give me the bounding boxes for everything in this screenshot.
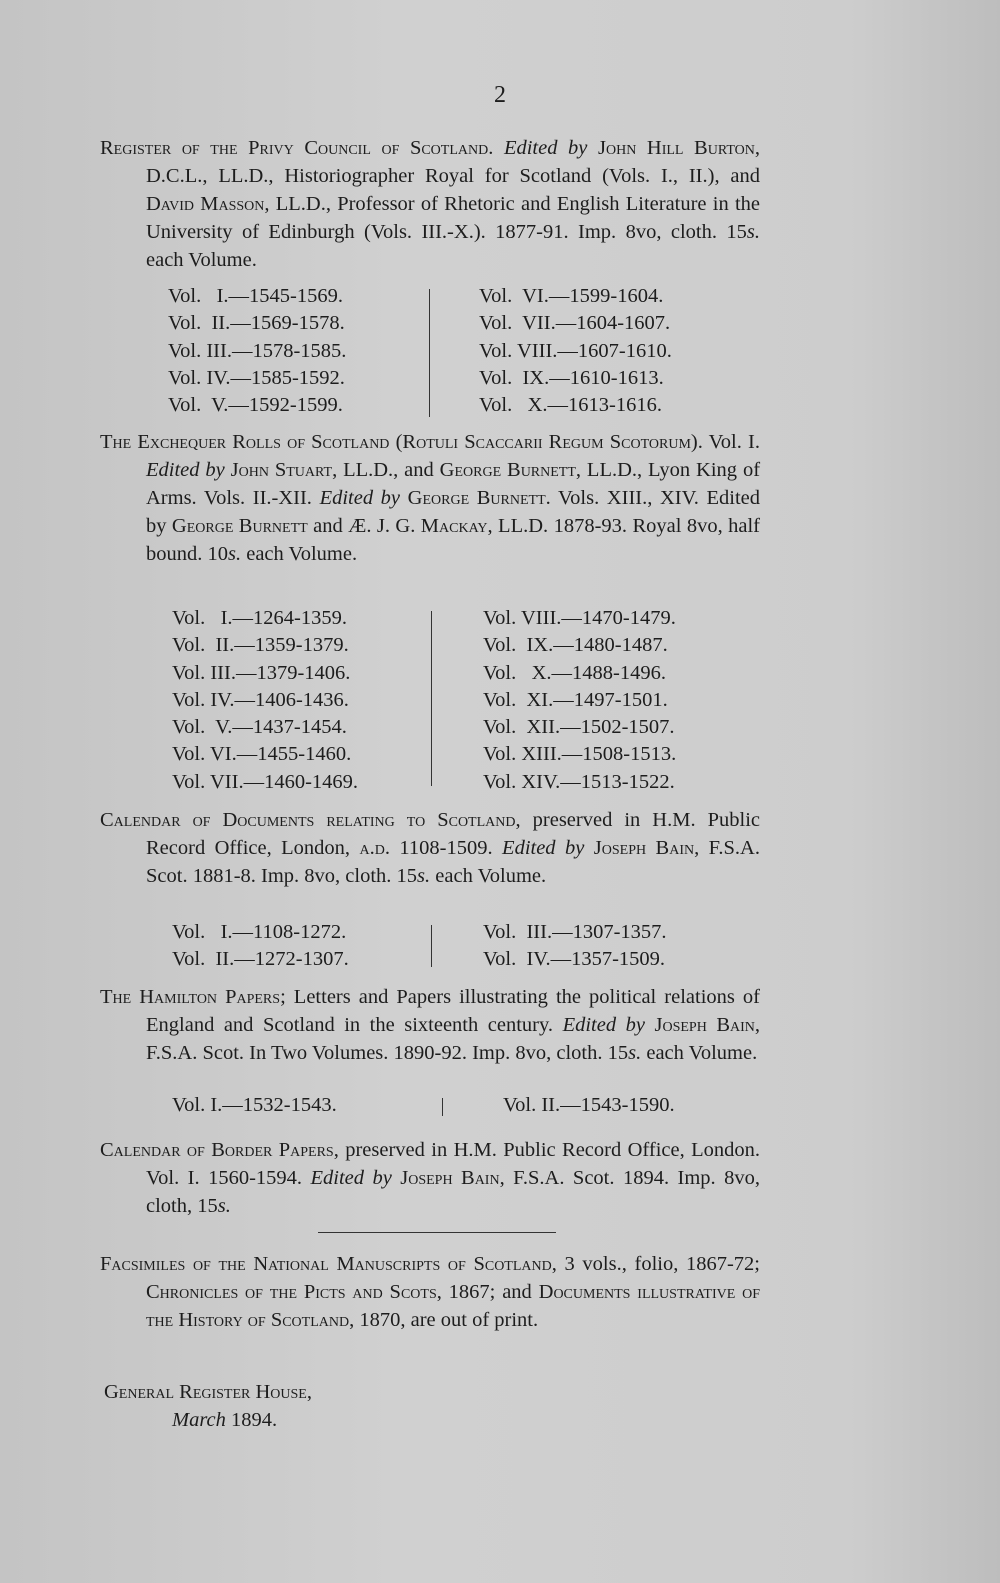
volume-line: Vol. IV.—1357-1509.	[483, 948, 666, 971]
editor-name: George Burnett	[439, 459, 576, 481]
edited-by: Edited by	[502, 837, 585, 859]
editor-name: George Burnett	[171, 515, 308, 537]
entry-text: , F.S.A. Scot. 1881-8. Imp. 8vo, cloth. 15	[146, 837, 760, 887]
volume-column-right	[483, 605, 676, 796]
volume-line: Vol. I.—1108-1272.	[172, 921, 347, 943]
edited-by: Edited by	[562, 1014, 645, 1036]
volume-line: Vol. VIII.—1470-1479.	[483, 607, 676, 629]
editor-name: Joseph Bain	[593, 837, 695, 859]
volume-left: Vol. I.—1532-1543.	[172, 1094, 337, 1116]
entry-text: , LL.D., Lyon King of Arms. Vols. II.-XII.	[146, 459, 761, 509]
volume-line: Vol. III.—1379-1406.	[172, 661, 351, 684]
editor-name: Æ. J. G. Mackay	[348, 515, 488, 537]
editor-name: David Masson	[146, 193, 265, 215]
signature-month: March	[172, 1409, 226, 1431]
volume-line: Vol. I.—1545-1569.	[168, 285, 344, 307]
entry-title: Calendar of Documents relating to Scotland,	[100, 809, 521, 831]
entry-text: each Volume.	[146, 249, 257, 271]
volume-line: Vol. I.—1264-1359.	[172, 607, 348, 629]
volume-line: Vol. X.—1488-1496.	[483, 661, 666, 684]
entry-text: 1870, are out of print.	[354, 1309, 539, 1331]
column-divider	[431, 611, 432, 786]
entry-text: , LL.D. 1878-93. Royal 8vo, half bound. 10	[146, 515, 761, 565]
entry-text: , D.C.L., LL.D., Historiographer Royal for Scotland (Vols. I., II.), and	[146, 137, 760, 187]
volume-right: Vol. II.—1543-1590.	[503, 1094, 675, 1116]
volume-line: Vol. IV.—1406-1436.	[172, 688, 349, 711]
volume-line: Vol. II.—1359-1379.	[172, 634, 349, 657]
entry-title: The Exchequer Rolls of Scotland (Rotuli Scaccarii Regum Scotorum).	[100, 431, 703, 453]
volume-line: Vol. II.—1569-1578.	[168, 312, 345, 335]
entry-title: Chronicles of the Picts and Scots,	[146, 1281, 442, 1303]
volume-line: Vol. VII.—1604-1607.	[479, 312, 671, 335]
volume-line: Vol. VIII.—1607-1610.	[479, 339, 672, 362]
signature-date	[104, 1406, 312, 1434]
entry-title: The Hamilton Papers	[100, 986, 281, 1008]
volume-list-exchequer	[0, 605, 1000, 797]
entry-text: 3 vols., folio, 1867-72;	[556, 1253, 761, 1275]
entry-text: each Volume.	[641, 1042, 758, 1064]
shillings: s.	[228, 543, 242, 565]
volume-column-left	[168, 283, 346, 419]
editor-name: John Stuart	[230, 459, 333, 481]
volume-line: Vol. IX.—1610-1613.	[479, 366, 664, 389]
edited-by: Edited by	[310, 1167, 392, 1189]
volume-line: Vol. V.—1592-1599.	[168, 394, 343, 417]
edited-by: Edited by	[503, 137, 588, 159]
entry-title: Register of the Privy Council of Scotland.	[100, 137, 494, 159]
entry-calendar-documents	[100, 806, 760, 890]
editor-name: Joseph Bain	[400, 1167, 500, 1189]
volume-column-left	[172, 919, 349, 974]
volume-line: Vol. III.—1578-1585.	[168, 339, 347, 362]
entry-text: Vol. I.	[702, 431, 760, 453]
edited-by: Edited by	[146, 459, 225, 481]
entry-text: preserved in H.M. Public Record Office, London,	[146, 809, 760, 859]
entry-exchequer-rolls	[100, 428, 760, 568]
entry-privy-council	[100, 134, 760, 274]
page-number: 2	[494, 82, 506, 108]
signature-year: 1894.	[225, 1409, 278, 1431]
volume-list-privy-council	[0, 283, 1000, 423]
entry-text: , F.S.A. Scot. In Two Volumes. 1890-92. Imp. 8vo, cloth. 15	[146, 1014, 761, 1064]
volume-column-right	[479, 283, 672, 419]
shillings: s.	[628, 1042, 642, 1064]
shillings: s.	[746, 221, 760, 243]
entry-text: preserved in H.M. Public Record Office, London. Vol. I. 1560-1594.	[146, 1139, 760, 1189]
volume-line: Vol. VI.—1455-1460.	[172, 743, 352, 766]
volume-line: Vol. II.—1272-1307.	[172, 948, 349, 971]
section-divider	[318, 1232, 556, 1233]
volume-line: Vol. XIII.—1508-1513.	[483, 743, 677, 766]
entry-text: ; Letters and Papers illustrating the political relations of England and Scotland in the sixteenth century.	[146, 986, 760, 1036]
editor-name: John Hill Burton	[598, 137, 755, 159]
entry-border-papers	[100, 1136, 760, 1220]
entry-facsimiles	[100, 1250, 760, 1334]
volume-list-hamilton	[0, 1092, 1000, 1122]
volume-line: Vol. XIV.—1513-1522.	[483, 770, 675, 793]
entry-text: each Volume.	[241, 543, 358, 565]
entry-text: , LL.D., and	[332, 459, 434, 481]
signature-block	[104, 1378, 312, 1434]
column-divider	[431, 925, 432, 967]
volume-line: Vol. III.—1307-1357.	[483, 921, 667, 943]
volume-line: Vol. IX.—1480-1487.	[483, 634, 668, 657]
entry-text: . Vols. XIII., XIV. Edited by	[146, 487, 761, 537]
column-divider	[442, 1098, 443, 1116]
volume-line: Vol. XII.—1502-1507.	[483, 716, 675, 739]
volume-list-calendar	[0, 919, 1000, 975]
entry-text: , F.S.A. Scot. 1894. Imp. 8vo, cloth, 15	[146, 1167, 760, 1217]
entry-text: 1867; and	[441, 1281, 539, 1303]
signature-place: General Register House,	[104, 1381, 312, 1403]
entry-title: Facsimiles of the National Manuscripts of Scotland,	[100, 1253, 557, 1275]
entry-title: Documents illustrative of the History of Scotland,	[146, 1281, 760, 1331]
edited-by: Edited by	[319, 487, 401, 509]
entry-text: 1108-1509.	[389, 837, 503, 859]
column-divider	[429, 289, 430, 417]
editor-name: George Burnett	[407, 487, 546, 509]
shillings: s.	[217, 1195, 231, 1217]
era-label: a.d.	[359, 837, 390, 859]
volume-line: Vol. VII.—1460-1469.	[172, 770, 359, 793]
volume-line: Vol. X.—1613-1616.	[479, 394, 662, 417]
entry-text: each Volume.	[430, 865, 547, 887]
entry-title: Calendar of Border Papers,	[100, 1139, 339, 1161]
shillings: s.	[417, 865, 431, 887]
volume-line: Vol. VI.—1599-1604.	[479, 285, 664, 307]
volume-line: Vol. XI.—1497-1501.	[483, 688, 668, 711]
entry-hamilton-papers	[100, 983, 760, 1067]
volume-column-left	[172, 605, 358, 796]
volume-line: Vol. IV.—1585-1592.	[168, 366, 345, 389]
entry-text: , LL.D., Professor of Rhetoric and English Literature in the University of Edinburgh (Vols. III.-X.). 1877-91. Imp. 8vo, cloth. 15	[146, 193, 761, 243]
volume-column-right	[483, 919, 667, 974]
entry-text: and	[307, 515, 349, 537]
editor-name: Joseph Bain	[654, 1014, 755, 1036]
volume-line: Vol. V.—1437-1454.	[172, 716, 347, 739]
